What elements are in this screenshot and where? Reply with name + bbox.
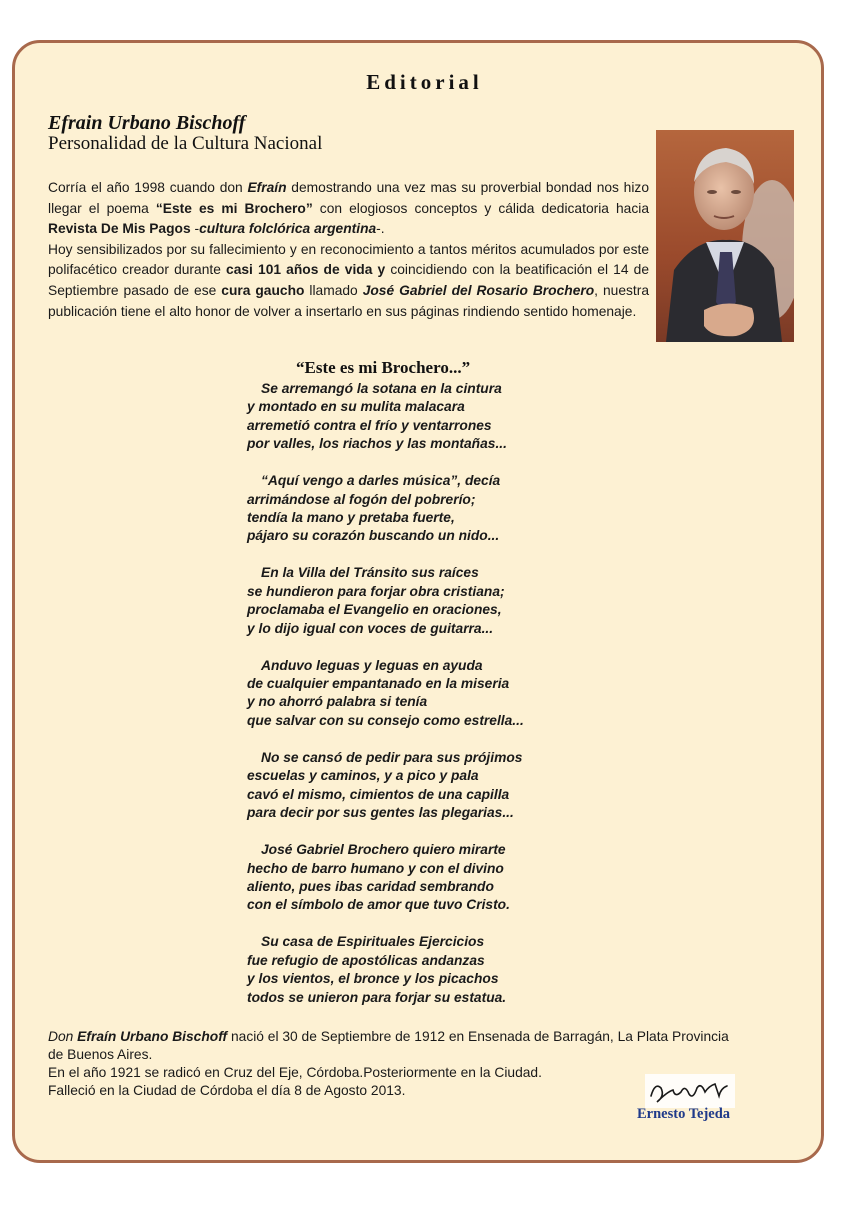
poem-line: fue refugio de apostólicas andanzas <box>247 952 485 968</box>
poem-title: “Este es mi Brochero...” <box>296 358 471 377</box>
portrait-photo <box>656 130 794 342</box>
poem-line: y no ahorró palabra si tenía <box>247 694 428 710</box>
poem-stanza <box>247 564 587 638</box>
poem-line: para decir por sus gentes las plegarias... <box>247 805 514 821</box>
poem-line: arremetió contra el frío y ventarrones <box>247 417 492 433</box>
poem-line: arrimándose al fogón del pobrerío; <box>247 491 476 507</box>
poem-line: de cualquier empantanado en la miseria <box>247 676 510 692</box>
author-name: Ernesto Tejeda <box>637 1106 731 1122</box>
poem-line: y los vientos, el bronce y los picachos <box>247 971 499 987</box>
handwritten-signature <box>645 1074 735 1108</box>
bio-line: En el año 1921 se radicó en Cruz del Eje, Córdoba.Posteriormente en la Ciudad. <box>48 1065 542 1080</box>
intro-text <box>48 178 649 322</box>
poem-line: por valles, los riachos y las montañas... <box>247 436 507 452</box>
poem-line: y montado en su mulita malacara <box>247 399 465 415</box>
poem-body <box>247 380 587 1026</box>
poem-line: aliento, pues ibas caridad sembrando <box>247 878 494 894</box>
poem-stanza <box>247 657 587 731</box>
poem-line: tendía la mano y pretaba fuerte, <box>247 510 455 526</box>
poem-line: Se arremangó la sotana en la cintura <box>261 381 502 396</box>
poem-line: se hundieron para forjar obra cristiana; <box>247 583 505 599</box>
poem-line: escuelas y caminos, y a pico y pala <box>247 768 479 784</box>
subject-name: Efrain Urbano Bischoff <box>48 112 246 134</box>
intro-paragraph-2: Hoy sensibilizados por su fallecimiento y en reconocimiento a tantos méritos acumulados por este polifacético creador durante casi 101 años de vida y coincidiendo con la beatificación el 14 de Septiembre pasado de ese cura gaucho llamado José Gabriel del Rosario Brochero, nuestra publicación tiene el alto honor de volver a insertarlo en sus páginas rindiendo sentido homenaje. <box>48 241 650 319</box>
poem-line: “Aquí vengo a darles música”, decía <box>261 473 501 489</box>
poem-stanza <box>247 841 587 915</box>
page-title: Editorial <box>366 70 483 94</box>
poem-line: Su casa de Espirituales Ejercicios <box>261 934 485 950</box>
poem-line: En la Villa del Tránsito sus raíces <box>261 565 479 581</box>
poem-stanza <box>247 749 587 823</box>
intro-paragraph-1: Corría el año 1998 cuando don Efraín demostrando una vez mas su proverbial bondad nos hizo llegar el poema “Este es mi Brochero” con elogiosos conceptos y cálida dedicatoria hacia Revista De Mis Pagos -cultura folclórica argentina-. <box>48 180 649 237</box>
poem-line: pájaro su corazón buscando un nido... <box>247 528 500 544</box>
poem-line: José Gabriel Brochero quiero mirarte <box>261 842 506 858</box>
bio-line: Falleció en la Ciudad de Córdoba el día 8 de Agosto 2013. <box>48 1083 406 1098</box>
poem-stanza <box>247 933 587 1007</box>
poem-line: que salvar con su consejo como estrella... <box>247 712 524 728</box>
poem-line: todos se unieron para forjar su estatua. <box>247 989 507 1005</box>
poem-stanza <box>247 472 587 546</box>
poem-line: hecho de barro humano y con el divino <box>247 860 504 876</box>
poem-line: con el símbolo de amor que tuvo Cristo. <box>247 897 510 913</box>
poem-line: No se cansó de pedir para sus prójimos <box>261 749 523 765</box>
poem-line: cavó el mismo, cimientos de una capilla <box>247 786 510 802</box>
subject-subtitle: Personalidad de la Cultura Nacional <box>48 133 323 154</box>
poem-line: Anduvo leguas y leguas en ayuda <box>261 657 483 673</box>
bio-line: Don Efraín Urbano Bischoff nació el 30 de Septiembre de 1912 en Ensenada de Barragán, La Plata Provincia <box>48 1029 729 1044</box>
poem-line: proclamaba el Evangelio en oraciones, <box>247 602 502 618</box>
bio-line: de Buenos Aires. <box>48 1047 153 1062</box>
poem-stanza <box>247 380 587 454</box>
poem-line: y lo dijo igual con voces de guitarra... <box>247 620 494 636</box>
